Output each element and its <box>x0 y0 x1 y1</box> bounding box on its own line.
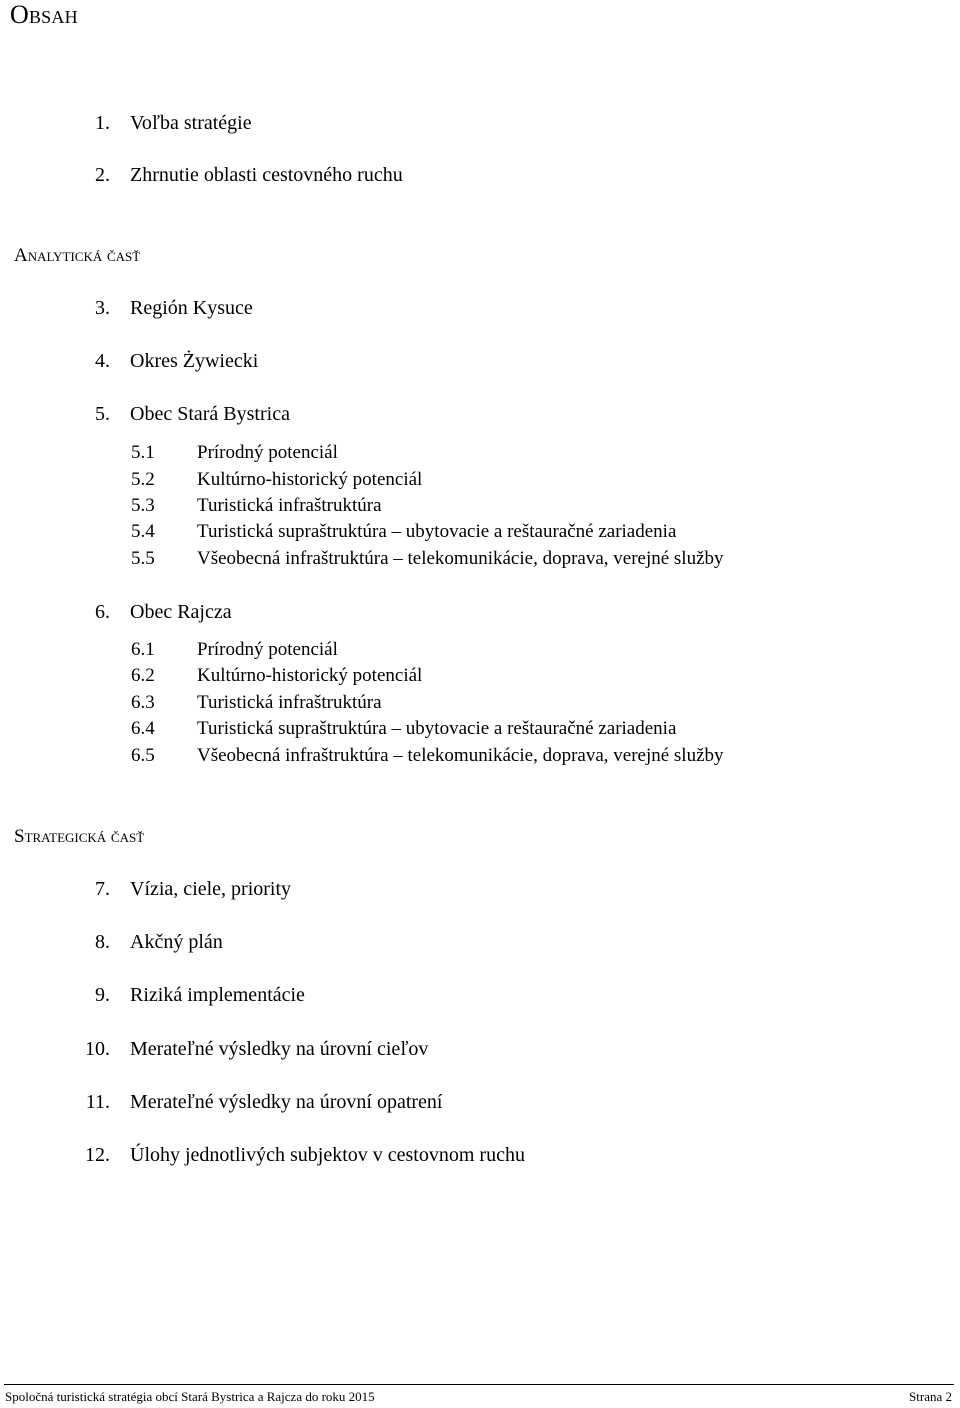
toc-subitem-link[interactable]: Kultúrno-historický potenciál <box>197 665 423 686</box>
toc-subitem-number: 5.4 <box>131 521 155 542</box>
toc-subitem-number: 6.3 <box>131 692 155 713</box>
toc-item-number: 6. <box>95 601 110 623</box>
toc-subitem-number: 5.3 <box>131 495 155 516</box>
toc-item-number: 1. <box>95 112 110 134</box>
toc-subitem-number: 5.5 <box>131 548 155 569</box>
toc-subitem-link[interactable]: Kultúrno-historický potenciál <box>197 469 423 490</box>
toc-subitem-link[interactable]: Turistická supraštruktúra – ubytovacie a reštauračné zariadenia <box>197 718 677 739</box>
toc-item-number: 8. <box>95 931 110 953</box>
footer-page-number: Strana 2 <box>909 1389 952 1404</box>
toc-item-number: 4. <box>95 350 110 372</box>
toc-subitem-number: 5.2 <box>131 469 155 490</box>
toc-subitem-link[interactable]: Prírodný potenciál <box>197 639 338 660</box>
toc-item-link[interactable]: Zhrnutie oblasti cestovného ruchu <box>130 164 403 186</box>
toc-item-number: 3. <box>95 297 110 319</box>
footer-divider <box>4 1384 954 1385</box>
toc-item-number: 5. <box>95 403 110 425</box>
toc-item-link[interactable]: Riziká implementácie <box>130 984 305 1006</box>
toc-subitem-number: 5.1 <box>131 442 155 463</box>
section-heading-analytic: Analytická časť <box>14 245 141 266</box>
section-heading-strategic: Strategická časť <box>14 826 145 847</box>
toc-subitem-number: 6.2 <box>131 665 155 686</box>
toc-item-link[interactable]: Merateľné výsledky na úrovní cieľov <box>130 1038 429 1060</box>
toc-subitem-link[interactable]: Turistická supraštruktúra – ubytovacie a reštauračné zariadenia <box>197 521 677 542</box>
toc-subitem-link[interactable]: Všeobecná infraštruktúra – telekomunikácie, doprava, verejné služby <box>197 548 724 569</box>
toc-item-number: 2. <box>95 164 110 186</box>
toc-item-link[interactable]: Úlohy jednotlivých subjektov v cestovnom ruchu <box>130 1144 525 1166</box>
toc-subitem-link[interactable]: Turistická infraštruktúra <box>197 495 382 516</box>
toc-item-link[interactable]: Akčný plán <box>130 931 223 953</box>
toc-item-link[interactable]: Vízia, ciele, priority <box>130 878 292 900</box>
toc-item-number: 9. <box>95 984 110 1006</box>
footer-document-title: Spoločná turistická stratégia obcí Stará Bystrica a Rajcza do roku 2015 <box>5 1389 375 1404</box>
toc-subitem-link[interactable]: Prírodný potenciál <box>197 442 338 463</box>
toc-item-link[interactable]: Voľba stratégie <box>130 112 252 134</box>
toc-item-link[interactable]: Okres Żywiecki <box>130 350 259 372</box>
toc-subitem-number: 6.1 <box>131 639 155 660</box>
page-title: Obsah <box>10 0 78 29</box>
toc-subitem-link[interactable]: Turistická infraštruktúra <box>197 692 382 713</box>
toc-item-number: 11. <box>85 1091 110 1113</box>
toc-item-link[interactable]: Región Kysuce <box>130 297 253 319</box>
toc-item-number: 7. <box>95 878 110 900</box>
toc-item-number: 10. <box>85 1038 110 1060</box>
toc-subitem-number: 6.5 <box>131 745 155 766</box>
toc-subitem-number: 6.4 <box>131 718 155 739</box>
toc-subitem-link[interactable]: Všeobecná infraštruktúra – telekomunikácie, doprava, verejné služby <box>197 745 724 766</box>
toc-item-link[interactable]: Obec Rajcza <box>130 601 232 623</box>
toc-item-number: 12. <box>85 1144 110 1166</box>
toc-item-link[interactable]: Obec Stará Bystrica <box>130 403 290 425</box>
toc-item-link[interactable]: Merateľné výsledky na úrovní opatrení <box>130 1091 443 1113</box>
